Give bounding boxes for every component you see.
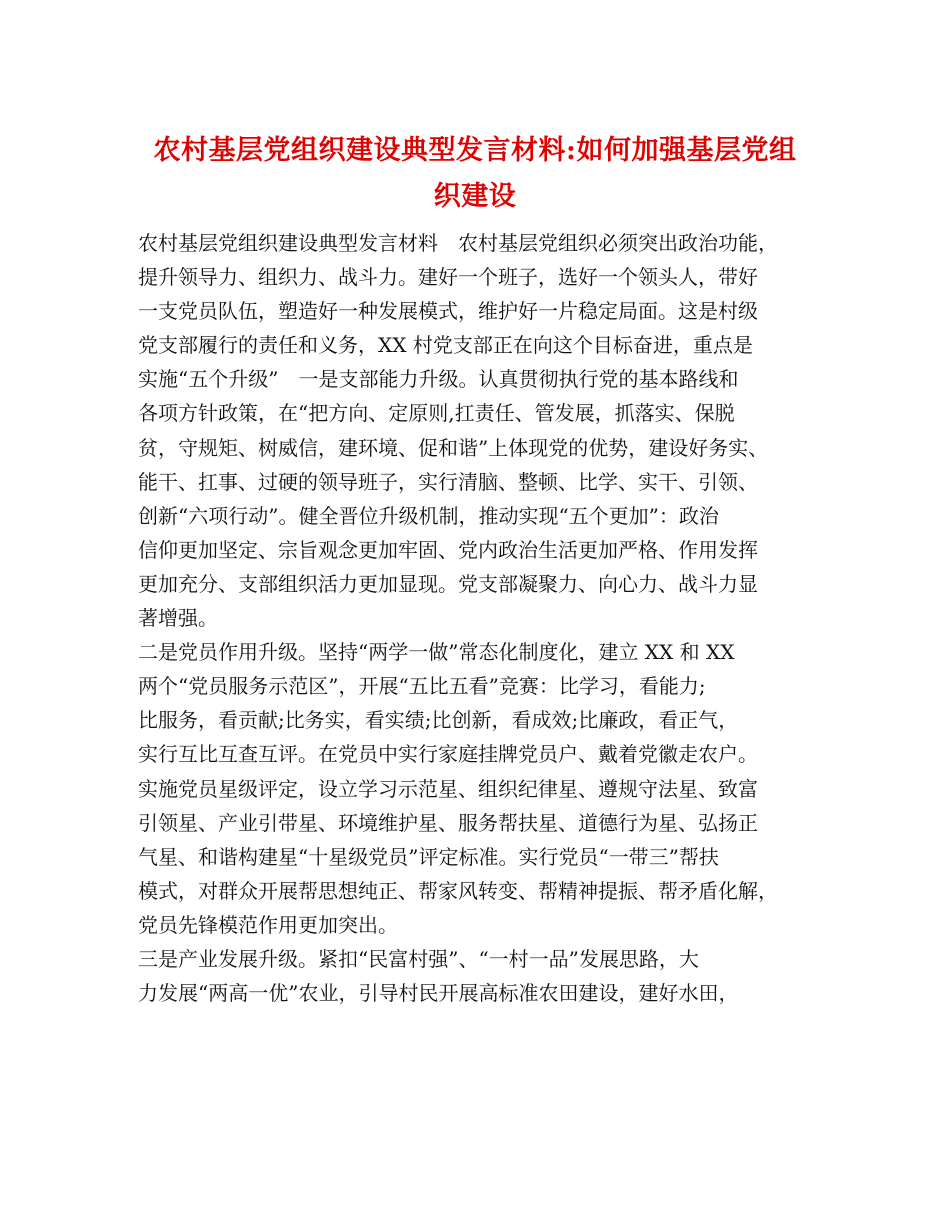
- body-line: 贫，守规矩、树威信，建环境、促和谐”上体现党的优势，建设好务实、: [138, 435, 769, 460]
- body-line: 二是党员作用升级。坚持“两学一做”常态化制度化，建立 XX 和 XX: [138, 640, 735, 665]
- body-line: 更加充分、支部组织活力更加显现。党支部凝聚力、向心力、战斗力显: [138, 571, 758, 596]
- body-line: 两个“党员服务示范区”，开展“五比五看”竞赛：比学习，看能力;: [138, 674, 706, 699]
- body-line: 实施党员星级评定，设立学习示范星、组织纪律星、遵规守法星、致富: [138, 776, 758, 801]
- body-line: 党支部履行的责任和义务，XX 村党支部正在向这个目标奋进，重点是: [138, 333, 753, 358]
- body-line: 一支党员队伍，塑造好一种发展模式，维护好一片稳定局面。这是村级: [138, 299, 758, 324]
- body-line: 创新“六项行动”。健全晋位升级机制，推动实现“五个更加”：政治: [138, 503, 719, 528]
- body-line: 三是产业发展升级。紧扣“民富村强”、“一村一品”发展思路，大: [138, 946, 699, 971]
- body-line: 模式，对群众开展帮思想纯正、帮家风转变、帮精神提振、帮矛盾化解，: [138, 878, 778, 903]
- title-line: 织建设: [433, 181, 517, 212]
- body-line: 气星、和谐构建星“十星级党员”评定标准。实行党员“一带三”帮扶: [138, 844, 719, 869]
- title-line: 农村基层党组织建设典型发言材料:如何加强基层党组: [153, 135, 797, 166]
- body-line: 提升领导力、组织力、战斗力。建好一个班子，选好一个领头人，带好: [138, 265, 758, 290]
- body-line: 农村基层党组织建设典型发言材料 农村基层党组织必须突出政治功能，: [138, 231, 778, 255]
- body-line: 比服务，看贡献;比务实，看实绩;比创新，看成效;比廉政，看正气，: [138, 708, 739, 733]
- body-line: 著增强。: [138, 606, 218, 631]
- body-line: 能干、扛事、过硬的领导班子，实行清脑、整顿、比学、实干、引领、: [138, 469, 758, 494]
- body-line: 各项方针政策，在“把方向、定原则,扛责任、管发展，抓落实、保脱: [138, 401, 735, 426]
- body-line: 实施“五个升级” 一是支部能力升级。认真贯彻执行党的基本路线和: [138, 367, 739, 392]
- body-line: 实行互比互查互评。在党员中实行家庭挂牌党员户、戴着党徽走农户。: [138, 742, 758, 767]
- body-line: 党员先锋模范作用更加突出。: [138, 912, 398, 937]
- body-line: 信仰更加坚定、宗旨观念更加牢固、党内政治生活更加严格、作用发挥: [138, 537, 758, 562]
- document-body: [138, 226, 838, 1010]
- body-line: 力发展“两高一优”农业，引导村民开展高标准农田建设，建好水田，: [138, 981, 739, 1006]
- body-line: 引领星、产业引带星、环境维护星、服务帮扶星、道德行为星、弘扬正: [138, 810, 758, 835]
- document-title: [120, 128, 830, 220]
